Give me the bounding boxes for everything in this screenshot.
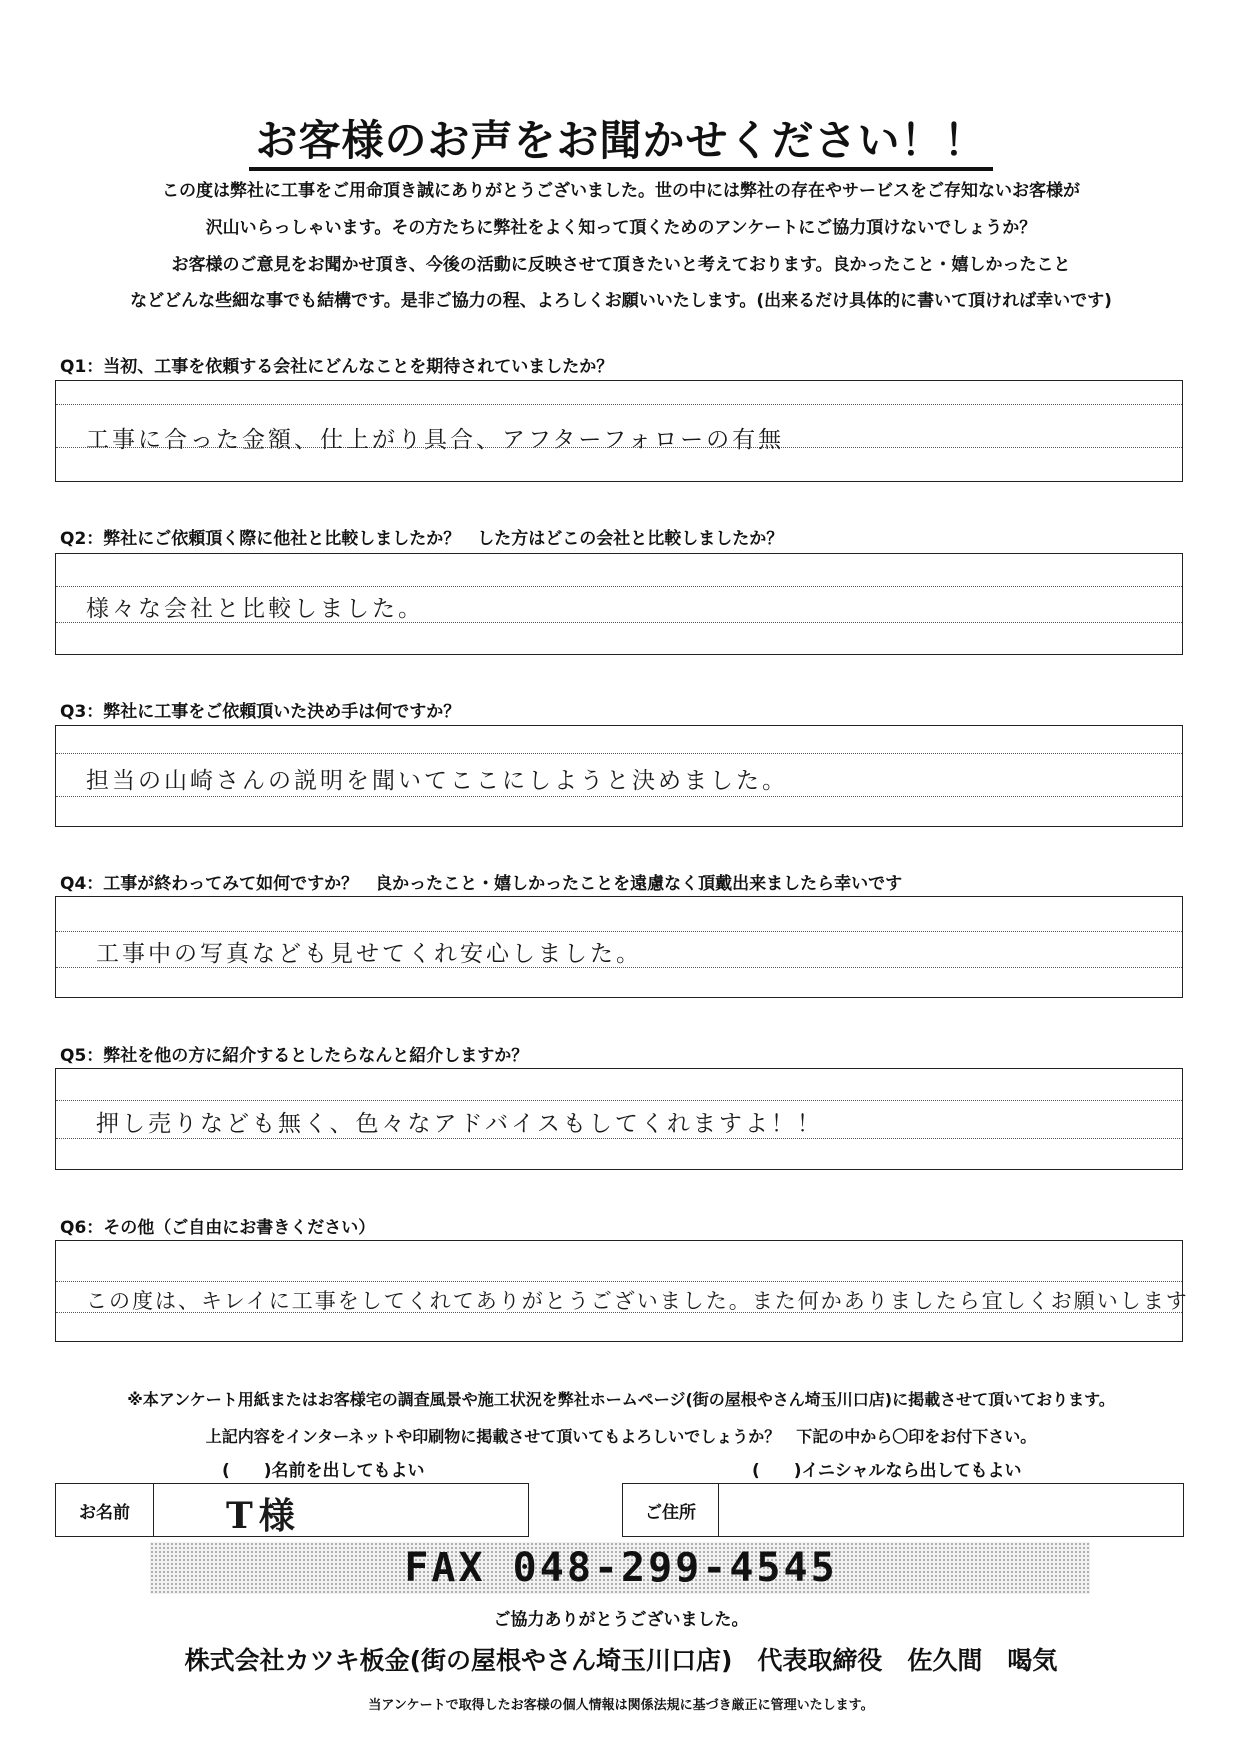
- answer-6-box: [55, 1240, 1189, 1342]
- option-show-initials[interactable]: ( )イニシャルなら出してもよい: [752, 1461, 1022, 1481]
- name-field[interactable]: [55, 1483, 529, 1537]
- consent-notice-line-1: ※本アンケート用紙またはお客様宅の調査風景や施工状況を弊社ホームページ(街の屋根やさん埼玉川口店)に掲載させて頂いております。: [127, 1390, 1115, 1409]
- question-1-label: Q1：当初、工事を依頼する会社にどんなことを期待されていましたか？: [60, 357, 614, 377]
- intro-line-1: この度は弊社に工事をご用命頂き誠にありがとうございました。世の中には弊社の存在やサービスをご存知ないお客様が: [162, 181, 1080, 201]
- answer-4-box: [55, 896, 1183, 998]
- answer-1-text: 工事に合った金額、仕上がり具合、アフターフォローの有無: [86, 427, 785, 453]
- answer-5-text: 押し売りなども無く、色々なアドバイスもしてくれますよ！！: [96, 1111, 823, 1137]
- answer-4-text: 工事中の写真なども見せてくれ安心しました。: [96, 941, 642, 967]
- question-3-label: Q3：弊社に工事をご依頼頂いた決め手は何ですか？: [60, 702, 461, 722]
- answer-3-text: 担当の山崎さんの説明を聞いてここにしようと決めました。: [86, 768, 788, 794]
- thanks-text: ご協力ありがとうございました。: [493, 1610, 749, 1630]
- answer-6-text: この度は、キレイに工事をしてくれてありがとうございました。また何かありましたら宜しくお願いします: [86, 1289, 1189, 1313]
- question-5-label: Q5：弊社を他の方に紹介するとしたらなんと紹介しますか？: [60, 1046, 529, 1066]
- question-6-label: Q6：その他（ご自由にお書きください）: [60, 1218, 376, 1238]
- page-title: お客様のお声をお聞かせください！！: [0, 108, 1242, 168]
- answer-1-box: [55, 380, 1183, 482]
- answer-5-box: [55, 1068, 1183, 1170]
- intro-line-3: お客様のご意見をお聞かせ頂き、今後の活動に反映させて頂きたいと考えております。良かったこと・嬉しかったこと: [171, 255, 1071, 275]
- company-name: 株式会社カツキ板金(街の屋根やさん埼玉川口店) 代表取締役 佐久間 喝気: [184, 1646, 1058, 1675]
- answer-3-box: [55, 725, 1183, 827]
- address-label: ご住所: [623, 1484, 719, 1536]
- question-4-label: Q4：工事が終わってみて如何ですか？ 良かったこと・嬉しかったことを遠慮なく頂戴出来ましたら幸いです: [60, 874, 903, 894]
- name-label: お名前: [56, 1484, 154, 1536]
- intro-line-2: 沢山いらっしゃいます。その方たちに弊社をよく知って頂くためのアンケートにご協力頂けないでしょうか？: [205, 218, 1037, 238]
- name-value: T様: [226, 1495, 301, 1537]
- consent-notice-line-2: 上記内容をインターネットや印刷物に掲載させて頂いてもよろしいでしょうか？ 下記の中から〇印をお付下さい。: [205, 1427, 1037, 1446]
- answer-2-text: 様々な会社と比較しました。: [86, 596, 424, 622]
- question-2-label: Q2：弊社にご依頼頂く際に他社と比較しましたか？ した方はどこの会社と比較しましたか？: [60, 529, 784, 549]
- option-show-name[interactable]: ( )名前を出してもよい: [222, 1461, 425, 1481]
- intro-line-4: などどんな些細な事でも結構です。是非ご協力の程、よろしくお願いいたします。(出来るだけ具体的に書いて頂ければ幸いです): [130, 291, 1112, 311]
- fax-number: FAX 048-299-4545: [404, 1545, 838, 1591]
- address-field[interactable]: [622, 1483, 1184, 1537]
- answer-2-box: [55, 553, 1183, 655]
- privacy-note: 当アンケートで取得したお客様の個人情報は関係法規に基づき厳正に管理いたします。: [368, 1698, 874, 1713]
